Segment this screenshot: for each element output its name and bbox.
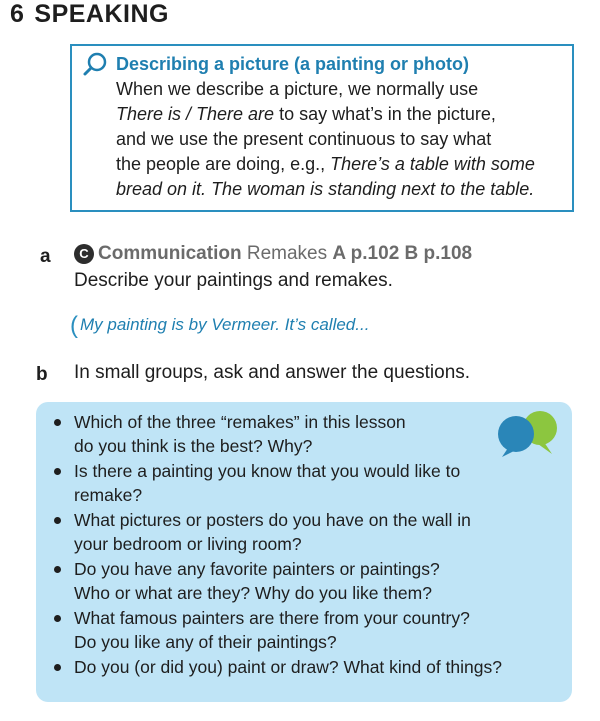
bullet-icon: [54, 517, 61, 524]
tip-line: and we use the present continuous to say what: [116, 129, 492, 149]
list-item: [60, 508, 502, 556]
remakes-word: Remakes: [246, 243, 328, 264]
tip-example-italic: There’s a table with some: [330, 154, 535, 174]
speech-bubbles-icon: [494, 408, 564, 458]
tip-line: [116, 152, 564, 177]
tip-text: to say what’s in the picture,: [274, 104, 496, 124]
question-line: Is there a painting you know that you would like to: [74, 461, 461, 481]
communication-icon: C: [74, 244, 94, 264]
bullet-icon: [54, 664, 61, 671]
bullet-icon: [54, 419, 61, 426]
question-line: do you think is the best? Why?: [74, 436, 313, 456]
section-number: 6: [10, 0, 25, 28]
questions-box: [36, 402, 572, 702]
question-line: your bedroom or living room?: [74, 534, 302, 554]
part-a-instruction: Describe your paintings and remakes.: [74, 270, 393, 291]
question-line: Do you (or did you) paint or draw? What kind of things?: [74, 657, 502, 677]
communication-reference: [74, 242, 472, 266]
question-line: What famous painters are there from your country?: [74, 608, 470, 628]
question-line: Who or what are they? Why do you like them?: [74, 583, 432, 603]
question-line: Do you like any of their paintings?: [74, 632, 337, 652]
page-reference: A p.102 B p.108: [332, 243, 473, 264]
bullet-icon: [54, 468, 61, 475]
bullet-icon: [54, 566, 61, 573]
question-line: Do you have any favorite painters or paintings?: [74, 559, 440, 579]
question-line: remake?: [74, 485, 143, 505]
tip-line: [116, 102, 564, 127]
tip-example-italic: bread on it. The woman is standing next to the table.: [116, 179, 535, 199]
list-item: [60, 459, 502, 507]
section-title: SPEAKING: [34, 0, 169, 28]
tip-line: When we describe a picture, we normally use: [116, 79, 479, 99]
list-item: [60, 655, 502, 679]
list-item: [60, 557, 502, 605]
part-b-instruction: In small groups, ask and answer the questions.: [74, 362, 471, 383]
questions-list: [60, 410, 502, 680]
part-b-label: b: [36, 364, 48, 385]
magnifier-icon: [82, 52, 108, 78]
tip-example-italic: There is / There are: [116, 104, 275, 124]
example-speech: [70, 312, 369, 340]
tip-title: Describing a picture (a painting or photo): [116, 54, 470, 74]
tip-line: [116, 177, 564, 202]
list-item: [60, 410, 502, 458]
question-line: What pictures or posters do you have on the wall in: [74, 510, 471, 530]
bullet-icon: [54, 615, 61, 622]
communication-word: Communication: [98, 243, 242, 264]
question-line: Which of the three “remakes” in this lesson: [74, 412, 406, 432]
tip-box: [70, 44, 574, 212]
example-sentence: My painting is by Vermeer. It’s called...: [80, 315, 370, 334]
part-a-label: a: [40, 246, 51, 267]
speech-paren: (: [70, 312, 78, 339]
tip-body: [116, 77, 564, 202]
tip-text: the people are doing, e.g.,: [116, 154, 331, 174]
list-item: [60, 606, 502, 654]
section-heading: [10, 0, 169, 29]
